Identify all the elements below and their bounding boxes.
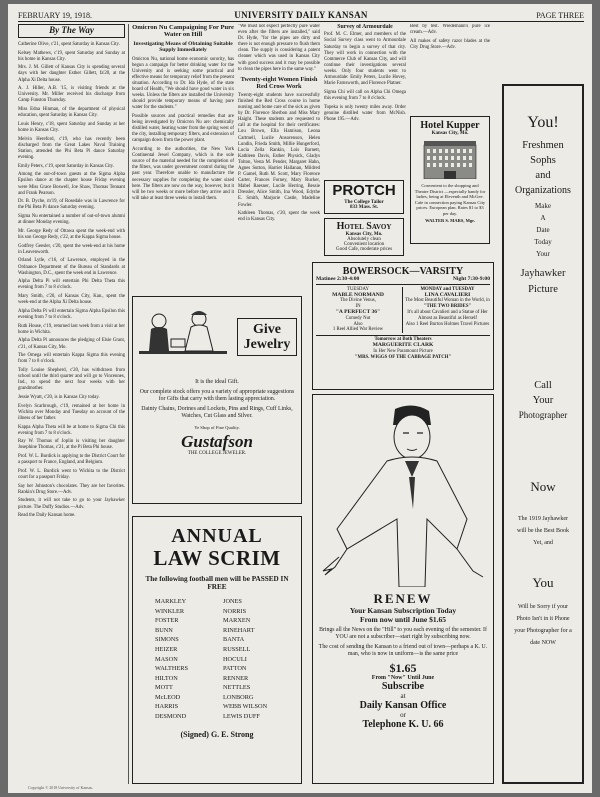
savoy-line: Good Cafe, moderate prices bbox=[335, 247, 393, 252]
scrim-player-name: LONBORG bbox=[223, 693, 254, 701]
program-line: 1 Reel Allied War Review bbox=[332, 327, 384, 333]
renew-line3: Brings all the News on the "Hill" to you each evening of the semester. If YOU are not a subscriber—start right by subscribing now. bbox=[319, 627, 487, 641]
social-note: Mr. George Redy of Ottawa spent the week-end with his son George Redy, c'22, at the Kappa Sigma house. bbox=[18, 228, 125, 240]
scrim-player-name: RINEHART bbox=[223, 626, 255, 634]
protch-line2: 833 Mass. St. bbox=[349, 204, 379, 210]
scrim-player-name: BANTA bbox=[223, 636, 245, 644]
renew-subscription-ad bbox=[312, 394, 494, 784]
scrim-player-name: HEIZER bbox=[155, 645, 178, 653]
renew-line4: The cost of sending the Kansan to a friend out of town—perhaps a K. U. man, who is now in uniform—is the same price bbox=[318, 644, 488, 658]
tomorrow-line: Tomorrow at Both Theaters bbox=[374, 337, 432, 343]
renew-price: $1.65 bbox=[389, 661, 417, 676]
social-note: Among the out-of-town guests at the Sigma Alpha Epsilon dance at the chapter house Friday evening were Miss Grace Boswell, Joe Shaw, Thomas Tennant and Frank Pearson. bbox=[18, 172, 125, 196]
armourdale-note: Sigma Chi will call on Alpha Chi Omega this evening from 7 to 8 o'clock. bbox=[324, 89, 406, 101]
side-line: Picture bbox=[528, 284, 558, 295]
side-line: Today bbox=[534, 238, 552, 246]
renew-line2: From now until June $1.65 bbox=[360, 615, 446, 625]
social-note: Miss Edna Hinman, of the department of physical education, spent Saturday in Kansas City. bbox=[18, 107, 125, 119]
scrim-player-name: SIMONS bbox=[155, 636, 179, 644]
scrim-player-name: MARXEN bbox=[223, 617, 251, 625]
kupper-city: Kansas City, Mo. bbox=[431, 131, 469, 136]
masthead-title: UNIVERSITY DAILY KANSAN bbox=[234, 10, 368, 20]
jewelry-line3: Dainty Chains, Dorines and Lockets, Pins and Rings, Cuff Links, Watches, Cut Glass and Silver. bbox=[141, 406, 293, 419]
program-line: IN bbox=[355, 304, 361, 310]
column-red-cross bbox=[238, 24, 320, 306]
protch-line1: The College Tailor bbox=[344, 199, 384, 205]
social-note: Orland Lytle, c'16, of Lawrence, employed in the Ordnance Department of the Bureau of Standards at Washington, D.C., spent the week end in Lawrence. bbox=[18, 258, 125, 276]
ice-cream-note: Best by test. Wiedemann's pure ice cream.—Adv. bbox=[410, 24, 490, 36]
hotel-savoy-ad bbox=[324, 218, 404, 256]
scrim-player-name: HARRIS bbox=[155, 703, 179, 711]
social-note: Tolly Louise Shepherd, c'20, has withdrawn from school until the third quarter and will go to Vincennes, Ind., to spend the next four weeks with her grandmother. bbox=[18, 367, 125, 392]
side-line: Your bbox=[536, 250, 550, 258]
social-note: Mrs. J. M. Gillett of Kansas City is spending several days with her daughter Esther Gillett, fa'20, at the Alpha Xi Delta house. bbox=[18, 65, 125, 83]
omicron-para: Omicron Nu, national home economic sorority, has begun a campaign for better drinking water for the University and is seeking some practical and effective means for temporary relief from the present situation. According to Dr. Ida Hyde, of the state board of Health, "We should have good water in six weeks. Unless the filters are installed the University should provide temporary means of having pure water for the students." bbox=[132, 56, 234, 111]
scrim-player-name: MASON bbox=[155, 655, 178, 663]
program-day: TUESDAY bbox=[347, 286, 369, 292]
newspaper-page bbox=[8, 4, 592, 793]
scrim-player-name: DESMOND bbox=[155, 713, 187, 721]
scrim-players-left bbox=[155, 597, 223, 722]
jewelry-tagline: Ye Shop of Fine Quality. bbox=[194, 425, 240, 431]
program-day: MONDAY and TUESDAY bbox=[420, 286, 475, 292]
side-line: The 1919 Jayhawker will be the Best Book Yet, and bbox=[517, 516, 569, 546]
social-note: Sigma Nu entertained a number of out-of-town alumni at dinner Monday evening. bbox=[18, 214, 125, 226]
renew-line8: Daily Kansan Office bbox=[359, 700, 447, 712]
scrim-player-name: LEWIS DUFF bbox=[223, 713, 260, 721]
social-note: Evelyn Scarbrough, c'19, remained at her home in Wichita over Monday and Tuesday on account of the illness of her father. bbox=[18, 403, 125, 421]
hotel-building-illustration bbox=[414, 139, 486, 179]
side-line: Organizations bbox=[515, 185, 571, 196]
man-pointing-illustration bbox=[317, 399, 489, 587]
masthead-bar bbox=[18, 8, 584, 22]
renew-line6: Subscribe bbox=[381, 681, 425, 693]
scrim-player-name: WALTHERS bbox=[155, 665, 189, 673]
social-notes bbox=[18, 42, 125, 519]
armourdale-ad: Topeka is only twenty miles away. Order genuine distilled water from McNish. Phone 195.—Adv. bbox=[324, 104, 406, 122]
social-note: Prof. W. L. Burdick went to Wichita to the District court for a passport Friday. bbox=[18, 468, 125, 480]
scrim-player-name: MARKLEY bbox=[155, 597, 187, 605]
tuesday-program bbox=[316, 287, 403, 333]
social-note: Ruth House, c'19, returned last week from a visit at her home in Wichita. bbox=[18, 323, 125, 335]
tomorrow-line: In Her New Paramount Picture bbox=[373, 348, 433, 354]
gustafson-logo: Gustafson bbox=[181, 432, 253, 452]
armourdale-body: Prof. M. C. Elmer, and members of the Social Survey class went to Armourdale Saturday to begin a survey of that city. They will work in connection with the Commerce Club of Kansas City, and will continue their investigations several weeks. Only four students went to Armourdale: Emily Peters, Lucile Hovey, Marie Farnsworth, and Florence Platner. bbox=[324, 32, 406, 87]
side-you: You! bbox=[527, 114, 559, 131]
program-title: "THE TWO BRIDES" bbox=[423, 304, 472, 310]
scrim-annual: ANNUAL bbox=[171, 525, 263, 547]
scrim-player-name: NORRIS bbox=[223, 607, 247, 615]
social-note: Alpha Delta Pi will entertain Sigma Alpha Epsilon this evening from 7 to 8 o'clock. bbox=[18, 308, 125, 320]
social-note: A. J. Hiller, A.B. '15, is visiting friends at the University. Mr. Miller received his discharge from Camp Funston Thursday. bbox=[18, 86, 125, 104]
column-small-notes bbox=[410, 24, 490, 64]
social-note: Say her Johnston's chocolates. They are her favorites. Rankin's Drug Store.—Adv. bbox=[18, 483, 125, 495]
hotel-kupper-ad bbox=[410, 116, 490, 244]
program-line: Also 1 Reel Burton Holmes Travel Pictures bbox=[405, 321, 490, 327]
renew-line1: Your Kansan Subscription Today bbox=[349, 606, 457, 616]
program-line: It's all about Cavalieri and a Statue of Her Almost as Beautiful as Herself bbox=[407, 309, 488, 321]
side-line: A bbox=[540, 214, 546, 222]
scrim-player-name: RENNER bbox=[223, 674, 249, 682]
side-line: and bbox=[535, 170, 551, 181]
program-line: The Divine Venus, bbox=[340, 298, 376, 304]
jewelry-line2: Our complete stock offers you a variety of appropriate suggestions for Gifts that carry with them lasting appreciation. bbox=[139, 389, 295, 402]
program-line: Comedy Nut bbox=[345, 315, 371, 321]
kupper-text: Convenient to the shopping and Theatre District —especially handy for ladies, being at Eleventh and McGee. Cafe in connection paying Kansas City prices. European plan. Rates $1 to $3 per day. bbox=[414, 183, 486, 216]
jewelry-line1: It is the ideal Gift. bbox=[195, 379, 239, 385]
social-note: Mary Smith, c'20, of Kansas City, Kan., spent the week-end at the Alpha Xi Delta house. bbox=[18, 294, 125, 306]
by-the-way-heading: By The Way bbox=[18, 24, 125, 38]
copyright-stamp: Copyright © 2018 University of Kansas. bbox=[28, 785, 94, 790]
social-note: Kelsey Mathews, c'19, spent Saturday and Sunday at his home in Kansas City. bbox=[18, 50, 125, 62]
program-line: The Most Beautiful Woman in the World, in bbox=[405, 298, 490, 304]
scrim-lead: The following football men will be PASSED IN FREE bbox=[145, 575, 289, 592]
water-continued: "We must not expect perfectly pure water even after the filters are installed," said Dr. Hyde, "for the pipes are dirty and there is not enough pressure to flush them clean. The supply is considering a patent cleaner which was used in Kansas City with good success and it may be possible to clean the pipes here in the same way." bbox=[238, 24, 320, 72]
give-jewelry-title: Give Jewelry bbox=[237, 318, 297, 357]
scrim-signature: (Signed) G. E. Strong bbox=[180, 729, 254, 739]
scrim-player-name: WEBB WILSON bbox=[223, 703, 268, 711]
social-note: Jessie Wyatt, c'20, is in Kansas City today. bbox=[18, 394, 100, 400]
side-line: Call bbox=[534, 380, 552, 391]
scrim-player-name: JONES bbox=[223, 597, 242, 605]
renew-line5: From "Now" Until June bbox=[371, 675, 435, 682]
renew-line10: Telephone K. U. 66 bbox=[362, 719, 444, 731]
scrim-player-name: HILTON bbox=[155, 674, 178, 682]
kupper-name: Hotel Kupper bbox=[420, 120, 480, 131]
social-note: Alpha Delta Pi announces the pledging of Elsie Grant, c'21, of Kansas City, Mo. bbox=[18, 338, 125, 350]
social-note: Melvin Hereford, c'19, who has recently been discharged from the Great Lakes Naval Training Station, attended the Phi Beta Pi dance Saturday evening. bbox=[18, 136, 125, 160]
red-cross-body: Twenty-eight students have successfully finished the Red Cross course in home nursing and home care of the sick as given by Dr. Florence Sherbon and Miss Mary Haight. These students are requested to call at the hospital for their certificates: Lou Brown, Ella Hamison, Leona Cartmell, Lucile Ansorenson, Helen Lundin, Frieda Smith, Millie Hungerford, Lucia Zella Rankin, Lois Barnett, Kathleen Davis, Esther Physick, Gladys Tolton, Vesta M. Pender, Margaret Hahn, Agnes Sutton, Harriet Hallanan, Mildred P. Gamel, Ruth M. Scott, Mary Florence Carter, Frances Forney, Mary Rucker, Mabel Raesner, Lucile Herring, Bessie Dressler, Alice Smith, Ina Wood, Edythe E. Smith, Marjorie Castle, Madeline Fowler. bbox=[238, 92, 320, 208]
omicron-subhead: Investigating Means of Obtaining Suitable Supply Immediately bbox=[133, 40, 233, 53]
social-note: Read the Daily Kansan home. bbox=[18, 513, 76, 519]
side-line: Sophs bbox=[530, 155, 556, 166]
matinee-time: Matinee 2:30-4:00 bbox=[316, 276, 360, 282]
social-note: Alpha Delta Pi will entertain Phi Delta Theta this evening from 7 to 8 o'clock. bbox=[18, 279, 125, 291]
side-line: Make bbox=[535, 202, 551, 210]
omicron-headline: Omicron Nu Campaigning For Pure Water on Hill bbox=[132, 24, 234, 39]
social-note: The Omega will entertain Kappa Sigma this evening from 7 to 8 o'clock. bbox=[18, 353, 125, 365]
side-you-2: You bbox=[532, 575, 554, 590]
scrim-player-name: WINKLER bbox=[155, 607, 185, 615]
scrim-player-name: MOTT bbox=[155, 684, 173, 692]
tomorrow-title: "MRS. WIGGS OF THE CABBAGE PATCH" bbox=[354, 354, 452, 360]
side-line: Jayhawker bbox=[520, 268, 566, 279]
side-line: Your bbox=[532, 395, 554, 406]
law-scrim-ad bbox=[132, 516, 302, 784]
scrim-player-name: BUNN bbox=[155, 626, 173, 634]
program-star: MABLE NORMAND bbox=[332, 291, 384, 298]
column-armourdale bbox=[324, 24, 406, 174]
social-note: Godfrey Geesler, c'20, spent the week-end at his home in Leavenworth. bbox=[18, 243, 125, 255]
savoy-city: Kansas City, Mo. bbox=[345, 232, 383, 237]
social-note: Students, it will not take to go to your Jayhawker picture. The Duffy Studios.—Adv. bbox=[18, 498, 125, 510]
savoy-name: Hotel Savoy bbox=[336, 221, 392, 232]
social-note: Kappa Alpha Theta will be at home to Sigma Chi this evening from 7 to 8 o'clock. bbox=[18, 424, 125, 436]
page-number: PAGE THREE bbox=[536, 11, 584, 20]
theater-title: BOWERSOCK—VARSITY bbox=[342, 266, 464, 277]
social-note: Dr. B. Dyche, m'19, of Rosedale was in Lawrence for the Phi Beta Pi dance Saturday evening. bbox=[18, 199, 125, 211]
column-omicron-nu bbox=[132, 24, 234, 306]
scrim-player-name: FOSTER bbox=[155, 617, 179, 625]
kupper-manager: WALTER S. MARS, Mgr. bbox=[425, 218, 475, 223]
program-star: LINA CAVALIERI bbox=[424, 291, 471, 298]
protch-tailor-ad bbox=[324, 180, 404, 214]
tomorrow-block bbox=[316, 335, 490, 360]
jayhawker-picture-ad bbox=[502, 84, 584, 784]
social-note: Catherine Olive, c'21, spent Saturday in Kansas City. bbox=[18, 41, 120, 47]
tomorrow-star: MARGUERITE CLARK bbox=[372, 341, 434, 348]
savoy-line: Convenient location bbox=[343, 242, 385, 247]
social-note: Prof. W. L. Burdick is applying to the District Court for a passport to France, England, and Belgium. bbox=[18, 454, 125, 466]
side-now: Now bbox=[530, 479, 556, 494]
savoy-line: Absolutely clean bbox=[347, 237, 381, 242]
red-cross-headline: Twenty-eight Women Finish Red Cross Work bbox=[240, 75, 318, 90]
side-line: Photographer bbox=[518, 410, 568, 420]
scrim-players-right bbox=[223, 597, 291, 722]
side-line: Will be Sorry if your Photo Isn't in it Phone your Photographer for a date NOW bbox=[514, 604, 572, 646]
night-time: Night 7:30-9:00 bbox=[452, 276, 490, 282]
omicron-para: According to the authorities, the New York Continental Jewel Company, which is the sole source of the material needed for the completion of the filters, was under government control during the past year. Therefore unable to manufacture the necessary supplies for completing the water sized here. The filters are now on the way, however, but it will be two weeks or more before they arrive and it will take at least three weeks to install them. bbox=[132, 147, 234, 201]
side-line: Date bbox=[536, 226, 550, 234]
social-note: Ray W. Thomas of Joplin is visiting her daughter Josephine Thomas, c'21, at the Pi Beta Phi house. bbox=[18, 439, 125, 451]
protch-name: PROTCH bbox=[332, 182, 396, 199]
razor-note: All makes of safety razor blades at the City Drug Store.—Adv. bbox=[410, 38, 490, 50]
column-by-the-way bbox=[18, 24, 125, 789]
scrim-player-name: PATTON bbox=[223, 665, 247, 673]
program-title: "A PERFECT 36" bbox=[335, 308, 381, 315]
renew-line7: at bbox=[400, 692, 406, 701]
armourdale-headline: Survey of Armourdale bbox=[337, 24, 393, 30]
scrim-title: LAW SCRIM bbox=[153, 546, 281, 570]
couple-illustration bbox=[137, 303, 229, 371]
issue-date: FEBRUARY 19, 1918. bbox=[18, 11, 92, 20]
scrim-player-name: McLEOD bbox=[155, 693, 181, 701]
scrim-player-name: RUSSELL bbox=[223, 645, 251, 653]
renew-title: RENEW bbox=[373, 591, 433, 606]
bowersock-varsity-ad bbox=[312, 262, 494, 390]
jewelry-sub: THE COLLEGE JEWELER. bbox=[187, 451, 247, 457]
red-cross-footer: Kathleen Thomas, c'20, spent the week end in Kansas City. bbox=[238, 211, 320, 223]
scrim-player-name: HOCULI bbox=[223, 655, 247, 663]
program-line: Also bbox=[353, 321, 363, 327]
renew-line9: or bbox=[400, 711, 406, 720]
omicron-para: Possible sources and practical remedies that are being investigated by Omicron Nu are: chemically distilled water, heating water from the spring west of the city, installing temporary filters, and extension of campaign down from the power plant. bbox=[132, 114, 234, 144]
social-note: Emily Peters, c'19, spent Saturday in Kansas City. bbox=[18, 163, 114, 169]
gustafson-jewelry-ad bbox=[132, 296, 302, 504]
scrim-player-name: NETTLES bbox=[223, 684, 251, 692]
side-line: Freshmen bbox=[522, 140, 564, 151]
monday-tuesday-program bbox=[403, 287, 490, 333]
social-note: Louis Henry, c'18, spent Saturday and Sunday at her home in Kansas City. bbox=[18, 121, 125, 133]
